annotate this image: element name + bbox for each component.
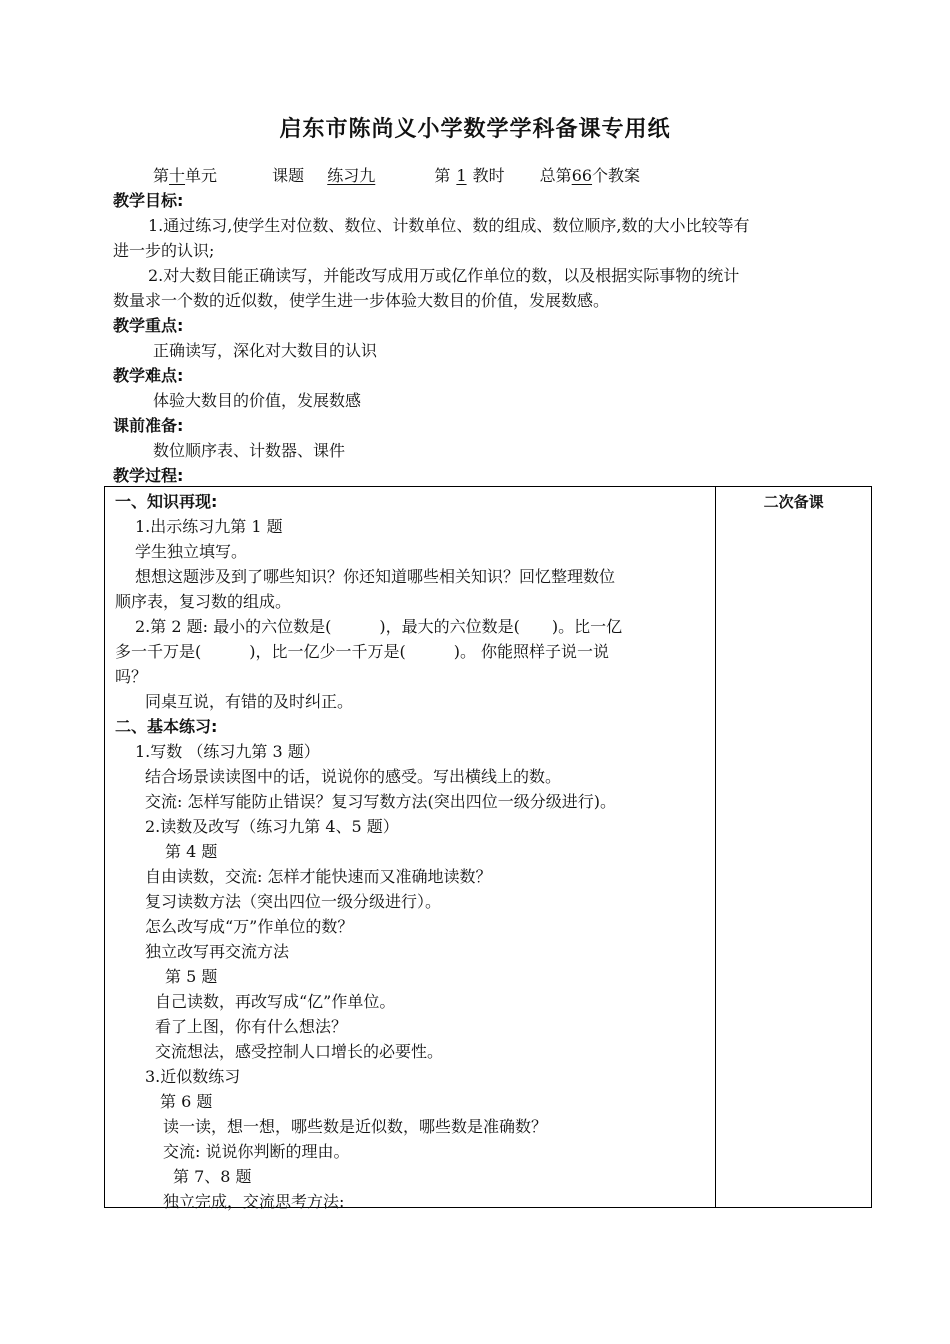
lesson-meta-row — [153, 163, 640, 186]
process-content-cell — [105, 487, 716, 1211]
process-line: 第 4 题 — [165, 842, 218, 861]
process-line: 2.读数及改写（练习九第 4、5 题） — [145, 817, 399, 836]
unit-value: 十 — [169, 166, 186, 185]
process-line: 自己读数，再改写成“亿”作单位。 — [155, 992, 396, 1011]
process-line: 学生独立填写。 — [135, 542, 248, 561]
topic-field — [272, 163, 381, 186]
plan-prefix: 总第 — [539, 166, 572, 185]
process-line: 结合场景读读图中的话，说说你的感受。写出横线上的数。 — [145, 767, 562, 786]
period-field — [434, 163, 504, 186]
objective-2-line-2: 数量求一个数的近似数，使学生进一步体验大数目的价值，发展数感。 — [113, 291, 610, 310]
process-line: 读一读，想一想，哪些数是近似数，哪些数是准确数？ — [163, 1117, 548, 1136]
topic-value: 练习九 — [327, 166, 376, 185]
process-line: 1.出示练习九第 1 题 — [135, 517, 283, 536]
process-line: 看了上图，你有什么想法？ — [155, 1017, 348, 1036]
process-line: 交流想法，感受控制人口增长的必要性。 — [155, 1042, 444, 1061]
process-line: 独立完成，交流思考方法: — [163, 1192, 345, 1211]
process-line: 怎么改写成“万”作单位的数？ — [145, 917, 354, 936]
process-line: 复习读数方法（突出四位一级分级进行）。 — [145, 892, 442, 911]
secondary-prep-cell — [716, 487, 872, 1208]
process-line: 想想这题涉及到了哪些知识？你还知道哪些相关知识？回忆整理数位 — [135, 567, 616, 586]
process-line: 1.写数 （练习九第 3 题） — [135, 742, 320, 761]
difficulties-heading: 教学难点: — [113, 366, 184, 385]
unit-suffix: 单元 — [185, 166, 218, 185]
process-line: 交流: 说说你判断的理由。 — [163, 1142, 350, 1161]
page-title: 启东市陈尚义小学数学学科备课专用纸 — [279, 117, 671, 142]
period-suffix: 教时 — [472, 166, 505, 185]
topic-label: 课题 — [272, 166, 305, 185]
process-line: 第 6 题 — [160, 1092, 213, 1111]
process-line: 第 7、8 题 — [173, 1167, 252, 1186]
process-heading: 教学过程: — [113, 466, 184, 485]
process-line: 同桌互说，有错的及时纠正。 — [145, 692, 354, 711]
key-points-heading: 教学重点: — [113, 316, 184, 335]
preparation-heading: 课前准备: — [113, 416, 184, 435]
unit-prefix: 第 — [153, 166, 170, 185]
process-line: 独立改写再交流方法 — [145, 942, 290, 961]
objective-1-line-2: 进一步的认识; — [113, 241, 215, 260]
section-2-heading: 二、基本练习: — [115, 717, 218, 736]
process-line: 3.近似数练习 — [145, 1067, 241, 1086]
teaching-process-table — [104, 486, 872, 1211]
process-line: 顺序表，复习数的组成。 — [115, 592, 292, 611]
unit-field — [153, 163, 217, 186]
process-line: 多一千万是( )，比一亿少一千万是( )。 你能照样子说一说 — [115, 642, 610, 661]
plan-value: 66 — [571, 166, 593, 185]
process-line: 交流: 怎样写能防止错误？复习写数方法(突出四位一级分级进行)。 — [145, 792, 616, 811]
difficulties-text: 体验大数目的价值，发展数感 — [153, 391, 362, 410]
objective-2-line-1: 2.对大数目能正确读写，并能改写成用万或亿作单位的数，以及根据实际事物的统计 — [148, 266, 740, 285]
objectives-heading: 教学目标: — [113, 191, 184, 210]
key-points-text: 正确读写，深化对大数目的认识 — [153, 341, 378, 360]
period-value: 1 — [456, 166, 467, 185]
process-line: 吗？ — [115, 667, 148, 686]
period-prefix: 第 — [434, 166, 451, 185]
process-line: 自由读数，交流: 怎样才能快速而又准确地读数？ — [145, 867, 492, 886]
preparation-text: 数位顺序表、计数器、课件 — [153, 441, 346, 460]
process-line: 2.第 2 题: 最小的六位数是( )，最大的六位数是( )。比一亿 — [135, 617, 623, 636]
section-1-heading: 一、知识再现: — [115, 492, 218, 511]
objective-1-line-1: 1.通过练习,使学生对位数、数位、计数单位、数的组成、数位顺序,数的大小比较等有 — [148, 216, 750, 235]
process-line: 第 5 题 — [165, 967, 218, 986]
plan-number-field — [540, 163, 640, 186]
secondary-prep-header: 二次备课 — [763, 493, 824, 511]
plan-suffix: 个教案 — [592, 166, 641, 185]
